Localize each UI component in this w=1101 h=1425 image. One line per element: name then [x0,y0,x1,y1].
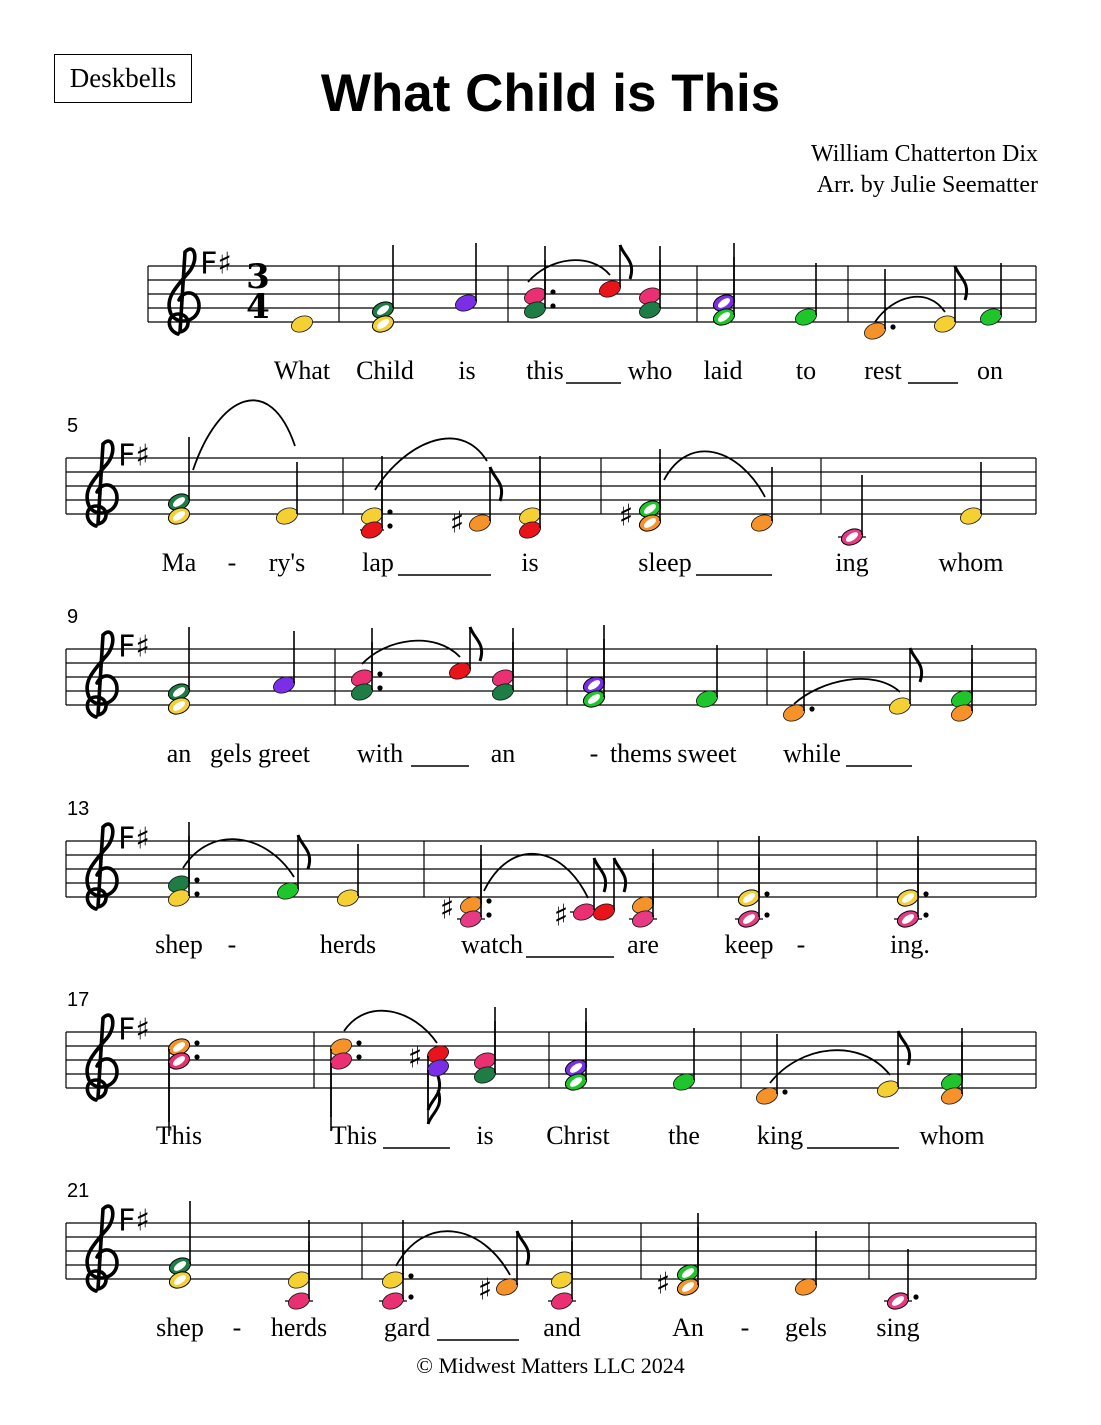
dot [408,1294,413,1299]
dot [377,671,382,676]
lyric-word: Christ [546,1120,610,1150]
note-head [335,887,361,909]
music-system [66,1180,1036,1342]
slur [484,854,588,898]
dot [923,912,928,917]
note [166,836,200,909]
accidental-sharp: ♯ [407,1040,423,1076]
dot [194,891,199,896]
treble-clef [169,249,199,334]
lyric-word: and [543,1312,581,1342]
note [563,1008,589,1079]
lyric-word: What [273,355,331,385]
lyric-word: An [672,1312,704,1342]
slur [193,400,295,470]
accidental-sharp: ♯ [477,1272,493,1308]
measure-number: 5 [67,415,79,437]
lyric-word: is [521,547,539,577]
lyric-word: gard [383,1312,431,1342]
key-signature: F♯ [200,246,232,282]
slur [770,1050,890,1083]
lyric-word: ing. [890,929,930,959]
note-head [571,901,597,923]
note [781,651,815,724]
note [637,463,663,534]
deskbells-badge: Deskbells [54,54,192,103]
note-head [978,306,1004,328]
dot [890,324,895,329]
note [591,858,626,923]
lyric-word: who [627,355,673,385]
note-head [467,512,493,534]
music-system [66,798,1036,959]
note-flag [517,1231,529,1265]
accidental-sharp: ♯ [449,505,465,541]
lyric-word: rest [864,355,902,385]
dot [782,1089,787,1094]
lyric-word: an [490,738,516,768]
note [517,456,543,527]
lyric-word: herds [319,929,377,959]
lyric-word: - [232,1312,242,1342]
lyric-word: gels [210,738,252,768]
key-signature: F♯ [118,821,150,857]
note [166,822,200,895]
dot [356,1054,361,1059]
note [675,1213,701,1284]
accidental-sharp: ♯ [553,898,569,934]
music-system [66,989,1036,1150]
note [380,1220,414,1291]
note [885,1249,919,1312]
note [978,263,1004,328]
note [522,246,556,307]
note [711,243,737,314]
lyric-word: - [796,929,806,959]
note [637,246,663,307]
lyric-word: ing [835,547,869,577]
note-head [549,1269,575,1291]
note [328,1036,362,1117]
dot [387,523,392,528]
lyric-word: greet [258,738,310,768]
note-head [958,505,984,527]
note-head [549,1290,575,1312]
note [425,1043,451,1110]
note-flag [620,245,632,279]
music-system [148,243,1036,385]
slur [362,641,460,664]
treble-clef [87,1206,117,1291]
note [517,470,543,541]
note-flag [470,627,482,661]
dot [764,891,769,896]
measure-number: 21 [67,1180,90,1202]
dot [486,898,491,903]
lyric-word: thems [609,738,673,768]
dot [913,1294,918,1299]
note-head [875,1078,901,1100]
dot [764,912,769,917]
treble-clef [87,441,117,526]
treble-clef [87,1015,117,1100]
note-head [749,512,775,534]
dot [408,1273,413,1278]
song-title: What Child is This [320,64,781,123]
note [932,266,967,335]
lyric-word: herds [270,1312,328,1342]
lyric-word: shep [155,929,203,959]
note-flag [955,266,967,300]
lyric-word: to [795,355,817,385]
author-credit: William Chatterton Dix [811,141,1038,167]
note [453,243,479,314]
measure-number: 17 [67,989,90,1011]
lyric-word: gels [785,1312,827,1342]
lyric-word: whom [919,1120,985,1150]
lyric-word: This [330,1120,378,1150]
slur [396,1231,510,1275]
lyric-word: This [155,1120,203,1150]
accidental-sharp: ♯ [618,498,634,534]
lyric-word: are [627,929,659,959]
note-flag [614,858,626,892]
lyric-word: an [166,738,192,768]
note-head [274,505,300,527]
dot [377,685,382,690]
note-head [932,313,958,335]
note [549,1220,575,1291]
note-head [380,1269,406,1291]
lyric-word: - [740,1312,750,1342]
arranger-credit: Arr. by Julie Seematter [816,172,1038,198]
lyric-word: the [668,1120,700,1150]
music-system [66,606,1036,768]
dot [809,706,814,711]
note-head [862,320,888,342]
note [637,449,663,520]
lyric-word: laid [703,355,743,385]
dot [194,1040,199,1045]
note [370,245,396,321]
accidental-sharp: ♯ [655,1266,671,1302]
note-head [453,292,479,314]
note [711,257,737,328]
note [349,628,383,689]
note [359,470,393,541]
music-system [66,400,1036,577]
note [458,845,492,916]
lyric-word: - [227,547,237,577]
note [167,1201,193,1277]
copyright-footer: © Midwest Matters LLC 2024 [416,1353,685,1378]
lyric-word: Child [356,355,414,385]
note [447,627,482,682]
slur [528,260,610,282]
note [581,639,607,710]
lyric-word: ry's [268,547,306,577]
dot [923,891,928,896]
slur [183,839,294,877]
lyric-word: Ma [161,547,197,577]
lyric-word: while [783,738,841,768]
lyric-word: is [458,355,476,385]
measure-number: 9 [67,606,79,628]
note-head [380,1290,406,1312]
note [335,844,361,909]
note [895,836,929,909]
key-signature: F♯ [118,438,150,474]
dot [486,912,491,917]
lyric-word: sleep [638,547,692,577]
note [490,628,516,689]
key-signature: F♯ [118,1012,150,1048]
note [472,1007,498,1072]
lyric-word: is [476,1120,494,1150]
lyric-word: - [227,929,237,959]
measure-number: 13 [67,798,90,820]
lyric-word: sweet [677,738,737,768]
lyric-word: watch [460,929,524,959]
note [359,456,393,527]
time-signature-bottom: 4 [246,287,270,327]
note [166,1036,200,1122]
dot [550,303,555,308]
note [597,245,632,300]
slur [375,438,487,490]
key-signature: F♯ [118,1203,150,1239]
note-head [597,278,623,300]
note [675,1227,701,1298]
note [425,1057,451,1124]
time-signature-top: 3 [246,257,270,297]
lyric-word: king [756,1120,804,1150]
lyric-word: keep [724,929,774,959]
dot [194,877,199,882]
note [736,836,770,909]
note [166,627,192,703]
note [887,648,922,717]
lyric-word: shep [156,1312,204,1342]
note-flag [298,835,310,869]
dot [356,1040,361,1045]
treble-clef [87,824,117,909]
lyric-word: on [977,355,1003,385]
note [328,1050,362,1131]
note [286,1220,312,1291]
lyric-word: sing [876,1312,920,1342]
note [289,313,315,335]
note-head [289,313,315,335]
note [581,625,607,696]
lyric-word: lap [362,547,394,577]
note-head [887,695,913,717]
note [458,859,492,930]
dot [550,289,555,294]
note-head [793,306,819,328]
lyric-word: this [526,355,564,385]
treble-clef [87,632,117,717]
accidental-sharp: ♯ [439,891,455,927]
note-head [286,1290,312,1312]
note [166,437,192,513]
note-head [286,1269,312,1291]
note-head [591,901,617,923]
note [793,263,819,328]
dot [387,509,392,514]
lyric-word: - [589,738,599,768]
dot [194,1054,199,1059]
slur [344,1011,437,1043]
lyric-word: whom [938,547,1004,577]
note [563,1022,589,1093]
key-signature: F♯ [118,629,150,665]
lyric-word: with [356,738,404,768]
note-flag [594,858,606,892]
